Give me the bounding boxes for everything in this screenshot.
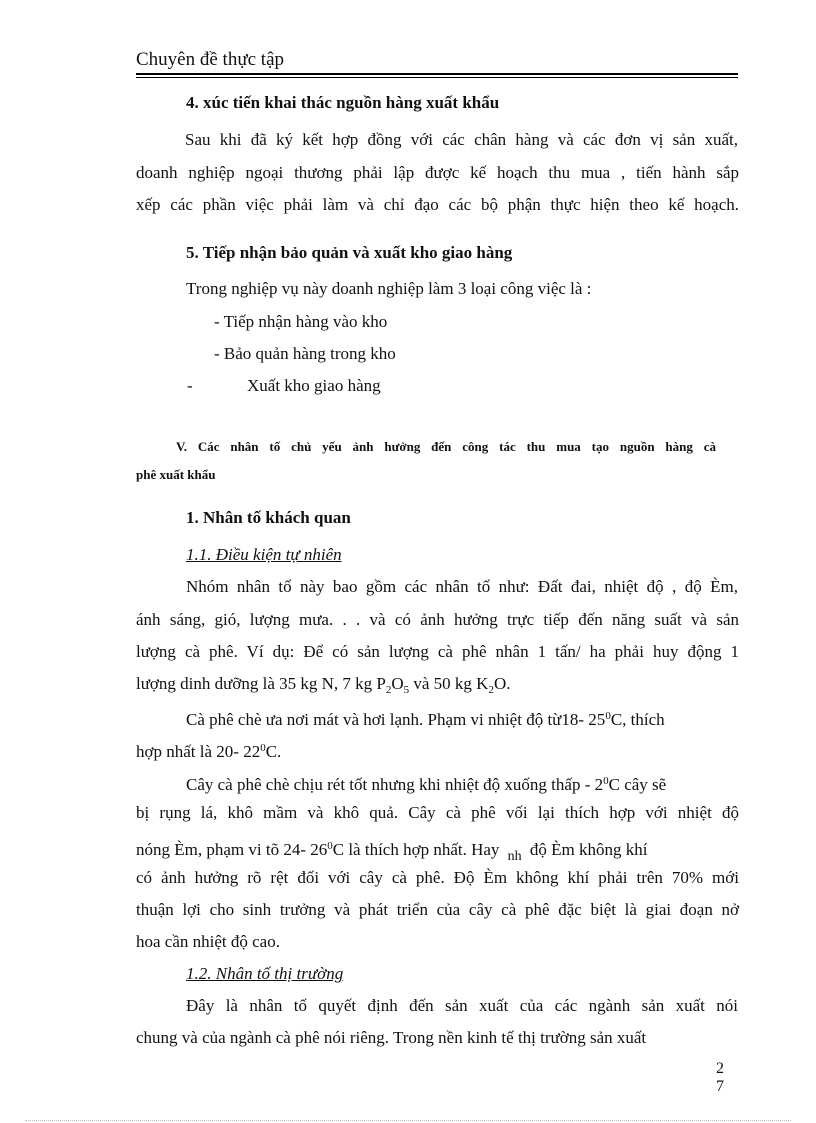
paragraph-line: ánh sáng, gió, lượng mưa. . . và có ảnh hưởng trực tiếp đến năng suất và sản [136, 610, 739, 629]
page-number-top: 2 [716, 1060, 724, 1077]
paragraph-line: nóng Èm, phạm vi tõ 24- $26^0C$ là thích hợp nhất. Hay $_{nh}$ độ Èm không khí [136, 840, 648, 864]
subsection-heading-italic: 1.2. Nhân tố thị trường [186, 964, 344, 983]
paragraph-line: có ảnh hưởng rõ rệt đối với cây cà phê. Độ Èm không khí phải trên 70% mới [136, 868, 739, 887]
list-item: - Bảo quản hàng trong kho [214, 344, 396, 363]
section-4-heading: 4. xúc tiến khai thác nguồn hàng xuất khẩu [186, 93, 500, 112]
subsection-heading-italic: 1.1. Điều kiện tự nhiên [186, 545, 342, 564]
paragraph-line: lượng cà phê. Ví dụ: Để có sản lượng cà phê nhân 1 tấn/ ha phải huy động 1 [136, 642, 739, 661]
list-item-dash: - [187, 376, 193, 395]
paragraph-line: Trong nghiệp vụ này doanh nghiệp làm 3 loại công việc là : [186, 279, 592, 298]
paragraph-line: xếp các phần việc phải làm và chỉ đạo các bộ phận thực hiện theo kế hoạch. [136, 195, 739, 214]
paragraph-line: bị rụng lá, khô mầm và khô quả. Cây cà phê vối lại thích hợp với nhiệt độ [136, 803, 739, 822]
page-header-title: Chuyên đề thực tập [136, 49, 285, 70]
header-rule-thick [136, 73, 738, 75]
paragraph-line: Sau khi đã ký kết hợp đồng với các chân hàng và các đơn vị sản xuất, [185, 130, 738, 149]
chapter-v-heading-cont: phê xuất khẩu [136, 467, 216, 482]
list-item: Xuất kho giao hàng [247, 376, 381, 395]
paragraph-line: lượng dinh dưỡng là 35 kg N, 7 kg $P_2O_5$ và 50 kg $K_2O$. [136, 674, 511, 696]
page-number-bottom: 7 [716, 1078, 724, 1095]
chapter-v-heading: V. Các nhân tố chủ yếu ảnh hưởng đến công tác thu mua tạo nguồn hàng cà [176, 439, 716, 454]
list-item: - Tiếp nhận hàng vào kho [214, 312, 388, 331]
section-5-heading: 5. Tiếp nhận bảo quản và xuất kho giao hàng [186, 243, 513, 262]
paragraph-line: Nhóm nhân tố này bao gồm các nhân tố như: Đất đai, nhiệt độ , độ Èm, [186, 577, 738, 596]
header-rule-thin [136, 77, 738, 78]
page-bottom-border [25, 1120, 791, 1121]
paragraph-line: chung và của ngành cà phê nói riêng. Trong nền kinh tế thị trường sản xuất [136, 1028, 647, 1047]
paragraph-line: thuận lợi cho sinh trưởng và phát triển của cây cà phê đặc biệt là giai đoạn nở [136, 900, 739, 919]
paragraph-line: Đây là nhân tố quyết định đến sản xuất của các ngành sản xuất nói [186, 996, 738, 1015]
subsection-heading: 1. Nhân tố khách quan [186, 508, 351, 527]
paragraph-line: doanh nghiệp ngoại thương phải lập được kế hoạch thu mua , tiến hành sắp [136, 163, 739, 182]
paragraph-line: hợp nhất là 20- $22^0C$. [136, 742, 282, 761]
paragraph-line: Cây cà phê chè chịu rét tốt nhưng khi nhiệt độ xuống thấp - $2^0C$ cây sẽ [186, 775, 667, 794]
paragraph-line: hoa cần nhiệt độ cao. [136, 932, 280, 951]
paragraph-line: Cà phê chè ưa nơi mát và hơi lạnh. Phạm vi nhiệt độ từ18- $25^0C$, thích [186, 710, 665, 729]
